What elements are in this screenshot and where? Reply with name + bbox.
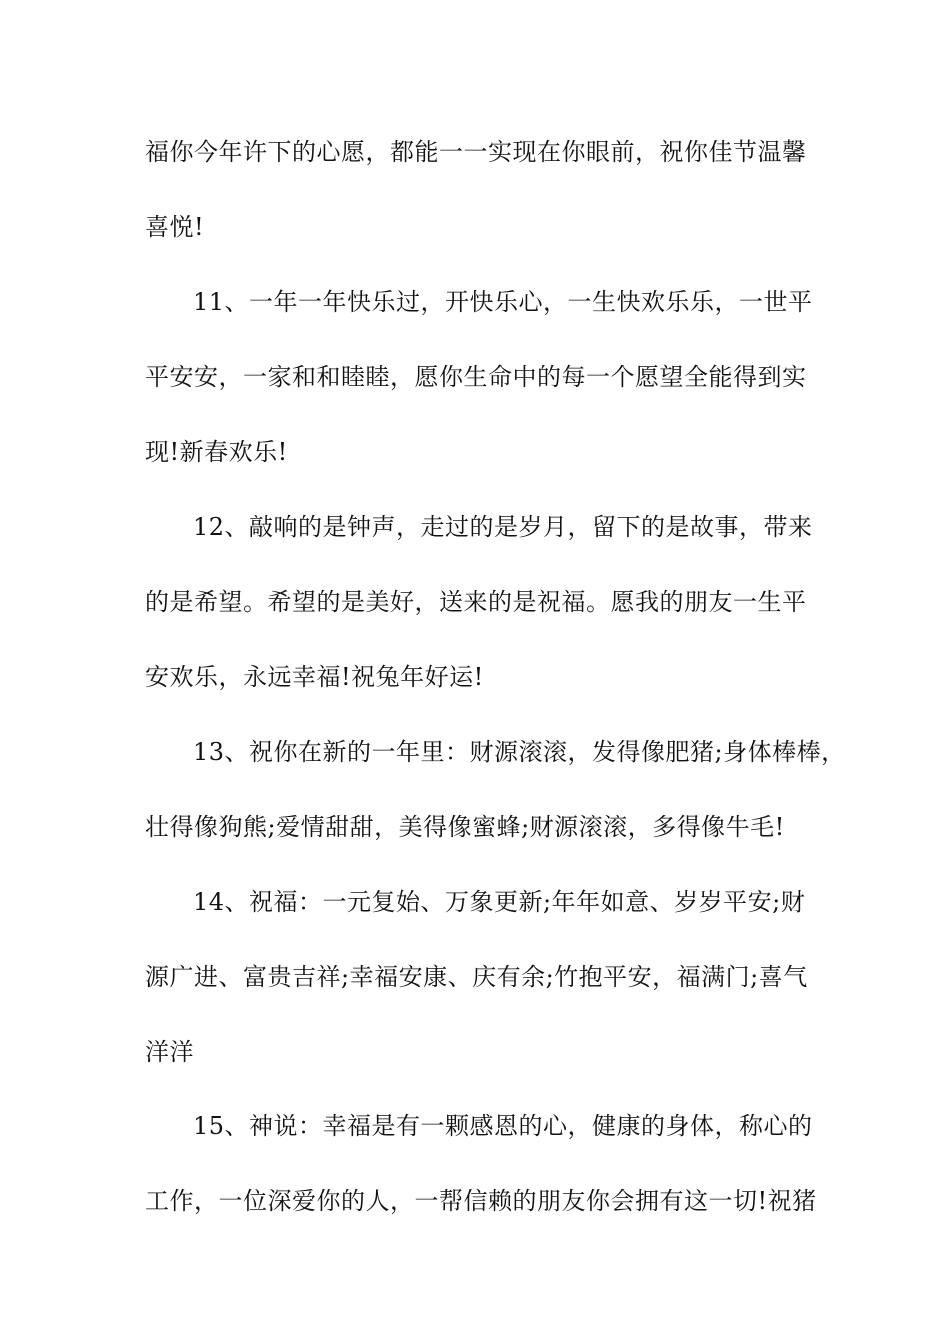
text-line: 平安安，一家和和睦睦，愿你生命中的每一个愿望全能得到实 bbox=[145, 363, 807, 391]
text-line: 工作，一位深爱你的人，一帮信赖的朋友你会拥有这一切!祝猪 bbox=[145, 1187, 817, 1215]
paragraph-12-start: 12、敲响的是钟声，走过的是岁月，留下的是故事，带来 bbox=[193, 513, 813, 541]
text-line: 福你今年许下的心愿，都能一一实现在你眼前，祝你佳节温馨 bbox=[145, 138, 807, 166]
text-line: 喜悦! bbox=[145, 213, 205, 241]
text-line: 壮得像狗熊;爱情甜甜，美得像蜜蜂;财源滚滚，多得像牛毛! bbox=[145, 813, 785, 841]
paragraph-15-start: 15、神说：幸福是有一颗感恩的心，健康的身体，称心的 bbox=[193, 1112, 813, 1140]
paragraph-14-start: 14、祝福：一元复始、万象更新;年年如意、岁岁平安;财 bbox=[193, 888, 806, 916]
text-line: 安欢乐，永远幸福!祝兔年好运! bbox=[145, 663, 484, 691]
text-line: 洋洋 bbox=[145, 1038, 194, 1066]
paragraph-11-start: 11、一年一年快乐过，开快乐心，一生快欢乐乐，一世平 bbox=[193, 288, 813, 316]
text-line: 的是希望。希望的是美好，送来的是祝福。愿我的朋友一生平 bbox=[145, 588, 807, 616]
text-line: 源广进、富贵吉祥;幸福安康、庆有余;竹抱平安，福满门;喜气 bbox=[145, 963, 808, 991]
text-line: 现!新春欢乐! bbox=[145, 438, 288, 466]
paragraph-13-start: 13、祝你在新的一年里：财源滚滚，发得像肥猪;身体棒棒， bbox=[193, 738, 846, 766]
